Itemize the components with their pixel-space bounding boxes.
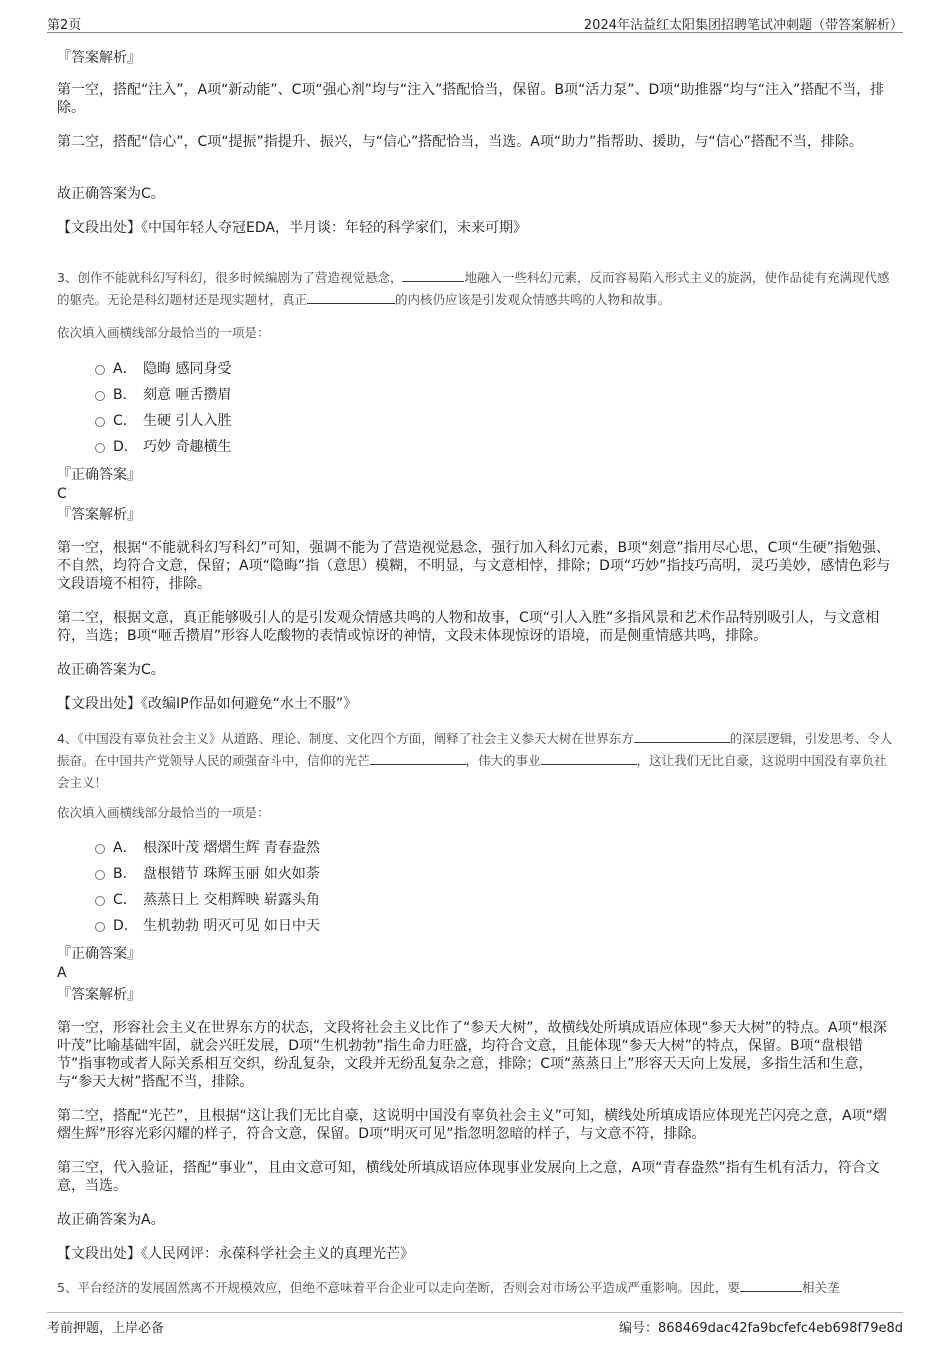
page-header xyxy=(47,10,903,33)
q3-correct-label: 『正确答案』 xyxy=(57,467,141,483)
radio-icon[interactable] xyxy=(95,391,105,401)
q3-stem-part-c: 的内核仍应该是引发观众情感共鸣的人物和故事。 xyxy=(395,292,671,307)
q3-blank-1 xyxy=(402,267,464,282)
radio-icon[interactable] xyxy=(95,896,105,906)
q4-option-c[interactable]: C． 蒸蒸日上 交相辉映 崭露头角 xyxy=(95,891,320,909)
q2-analysis-para1: 第一空，搭配“注入”，A项“新动能”、C项“强心剂”均与“注入”搭配恰当，保留。B项“活力泵”、D项“助推器”均与“注入”搭配不当，排除。 xyxy=(57,82,885,116)
q5-stem xyxy=(57,1277,895,1299)
q4-conclusion: 故正确答案为A。 xyxy=(57,1212,165,1228)
radio-icon[interactable] xyxy=(95,870,105,880)
q2-source: 【文段出处】《中国年轻人夺冠EDA，半月谈：年轻的科学家们，未来可期》 xyxy=(57,220,527,236)
q4-correct-label: 『正确答案』 xyxy=(57,946,141,962)
q2-analysis-label: 『答案解析』 xyxy=(57,50,141,66)
q2-analysis-para2: 第二空，搭配“信心”，C项“提振”指提升、振兴，与“信心”搭配恰当，当选。A项“助力”指帮助、援助，与“信心”搭配不当，排除。 xyxy=(57,134,863,150)
radio-icon[interactable] xyxy=(95,922,105,932)
q5-stem-part-a: 5、平台经济的发展固然离不开规模效应，但绝不意味着平台企业可以走向垄断，否则会对市场公平造成严重影响。因此，要 xyxy=(57,1280,740,1295)
q5-stem-part-b: 相关垄 xyxy=(801,1280,840,1295)
document-title: 2024年沾益红太阳集团招聘笔试冲刺题（带答案解析） xyxy=(583,18,903,33)
q4-option-a[interactable]: A． 根深叶茂 熠熠生辉 青春盎然 xyxy=(95,839,320,857)
q3-answer: C xyxy=(57,486,67,502)
q3-analysis-label: 『答案解析』 xyxy=(57,507,141,523)
q3-option-b[interactable]: B． 刻意 咂舌攒眉 xyxy=(95,386,231,404)
q4-answer: A xyxy=(57,965,67,981)
q4-analysis-label: 『答案解析』 xyxy=(57,987,141,1003)
q3-option-d[interactable]: D． 巧妙 奇趣横生 xyxy=(95,438,231,456)
page-footer xyxy=(47,1312,903,1335)
q4-option-d[interactable]: D． 生机勃勃 明灭可见 如日中天 xyxy=(95,917,320,935)
page-number: 第2页 xyxy=(47,18,82,33)
q2-conclusion: 故正确答案为C。 xyxy=(57,186,165,202)
q4-stem xyxy=(57,728,895,794)
radio-icon[interactable] xyxy=(95,365,105,375)
q3-option-c[interactable]: C． 生硬 引人入胜 xyxy=(95,412,231,430)
q4-stem-part-b: 的深层逻辑，引发思考、令人振奋。在中国共产党领导人民的顽强奋斗中，信仰的光芒 xyxy=(57,731,893,768)
q3-source: 【文段出处】《改编IP作品如何避免“水土不服”》 xyxy=(57,696,358,712)
q4-analysis-para3: 第三空，代入验证，搭配“事业”，且由文意可知，横线处所填成语应体现事业发展向上之意，A项“青春盎然”指有生机有活力，符合文意，当选。 xyxy=(57,1160,880,1194)
q4-stem-part-a: 4、《中国没有辜负社会主义》从道路、理论、制度、文化四个方面，阐释了社会主义参天大树在世界东方 xyxy=(57,731,634,746)
q3-prompt: 依次填入画横线部分最恰当的一项是： xyxy=(57,325,270,340)
q4-analysis-para2: 第二空，搭配“光芒”，且根据“这让我们无比自豪，这说明中国没有辜负社会主义”可知，横线处所填成语应体现光芒闪亮之意，A项“熠熠生辉”形容光彩闪耀的样子，符合文意，保留。D项“明灭可见”指忽明忽暗的样子，与文意不符，排除。 xyxy=(57,1108,887,1142)
q3-analysis-para2: 第二空，根据文意，真正能够吸引人的是引发观众情感共鸣的人物和故事，C项“引人入胜”多指风景和艺术作品特别吸引人，与文意相符，当选；B项“咂舌攒眉”形容人吃酸物的表情或惊讶的神情，文段未体现惊讶的语境，而是侧重情感共鸣，排除。 xyxy=(57,610,880,644)
radio-icon[interactable] xyxy=(95,443,105,453)
radio-icon[interactable] xyxy=(95,844,105,854)
q4-analysis-para1: 第一空，形容社会主义在世界东方的状态，文段将社会主义比作了“参天大树”，故横线处所填成语应体现“参天大树”的特点。A项“根深叶茂”比喻基础牢固，就会兴旺发展，D项“生机勃勃”指生命力旺盛，均符合文意，且能体现“参天大树”的特点，保留。B项“盘根错节”指事物或者人际关系相互交织，纷乱复杂，文段并无纷乱复杂之意，排除；C项“蒸蒸日上”形容天天向上发展，多指生活和生意，与“参天大树”搭配不当，排除。 xyxy=(57,1020,887,1090)
q3-conclusion: 故正确答案为C。 xyxy=(57,662,165,678)
q3-stem-part-b: 地融入一些科幻元素，反而容易陷入形式主义的旋涡，使作品徒有充满现代感的躯壳。无论是科幻题材还是现实题材，真正 xyxy=(57,270,890,307)
q3-blank-2 xyxy=(307,289,395,304)
q4-source: 【文段出处】《人民网评：永葆科学社会主义的真理光芒》 xyxy=(57,1246,414,1262)
q4-stem-part-c: ，伟大的事业 xyxy=(465,753,541,768)
radio-icon[interactable] xyxy=(95,417,105,427)
q4-blank-1 xyxy=(634,728,730,743)
q3-stem xyxy=(57,267,895,311)
q4-blank-2 xyxy=(370,750,466,765)
document-serial: 编号：868469dac42fa9bcfefc4eb698f79e8d xyxy=(618,1321,903,1336)
q3-stem-part-a: 3、创作不能就科幻写科幻，很多时候编剧为了营造视觉悬念， xyxy=(57,270,403,285)
q4-option-b[interactable]: B． 盘根错节 珠辉玉丽 如火如荼 xyxy=(95,865,320,883)
q3-analysis-para1: 第一空，根据“不能就科幻写科幻”可知，强调不能为了营造视觉悬念，强行加入科幻元素，B项“刻意”指用尽心思，C项“生硬”指勉强、不自然，均符合文意，保留；A项“隐晦”指（意思）模糊，不明显，与文意相悖，排除；D项“巧妙”指技巧高明，灵巧美妙，感情色彩与文段语境不相符，排除。 xyxy=(57,540,891,592)
footer-slogan: 考前押题，上岸必备 xyxy=(47,1321,165,1336)
q4-prompt: 依次填入画横线部分最恰当的一项是： xyxy=(57,805,270,820)
q3-option-a[interactable]: A． 隐晦 感同身受 xyxy=(95,360,231,378)
q4-blank-3 xyxy=(541,750,637,765)
q4-stem-part-d: ，这让我们无比自豪，这说明中国没有辜负社会主义！ xyxy=(57,753,887,790)
q5-blank-1 xyxy=(740,1277,802,1292)
